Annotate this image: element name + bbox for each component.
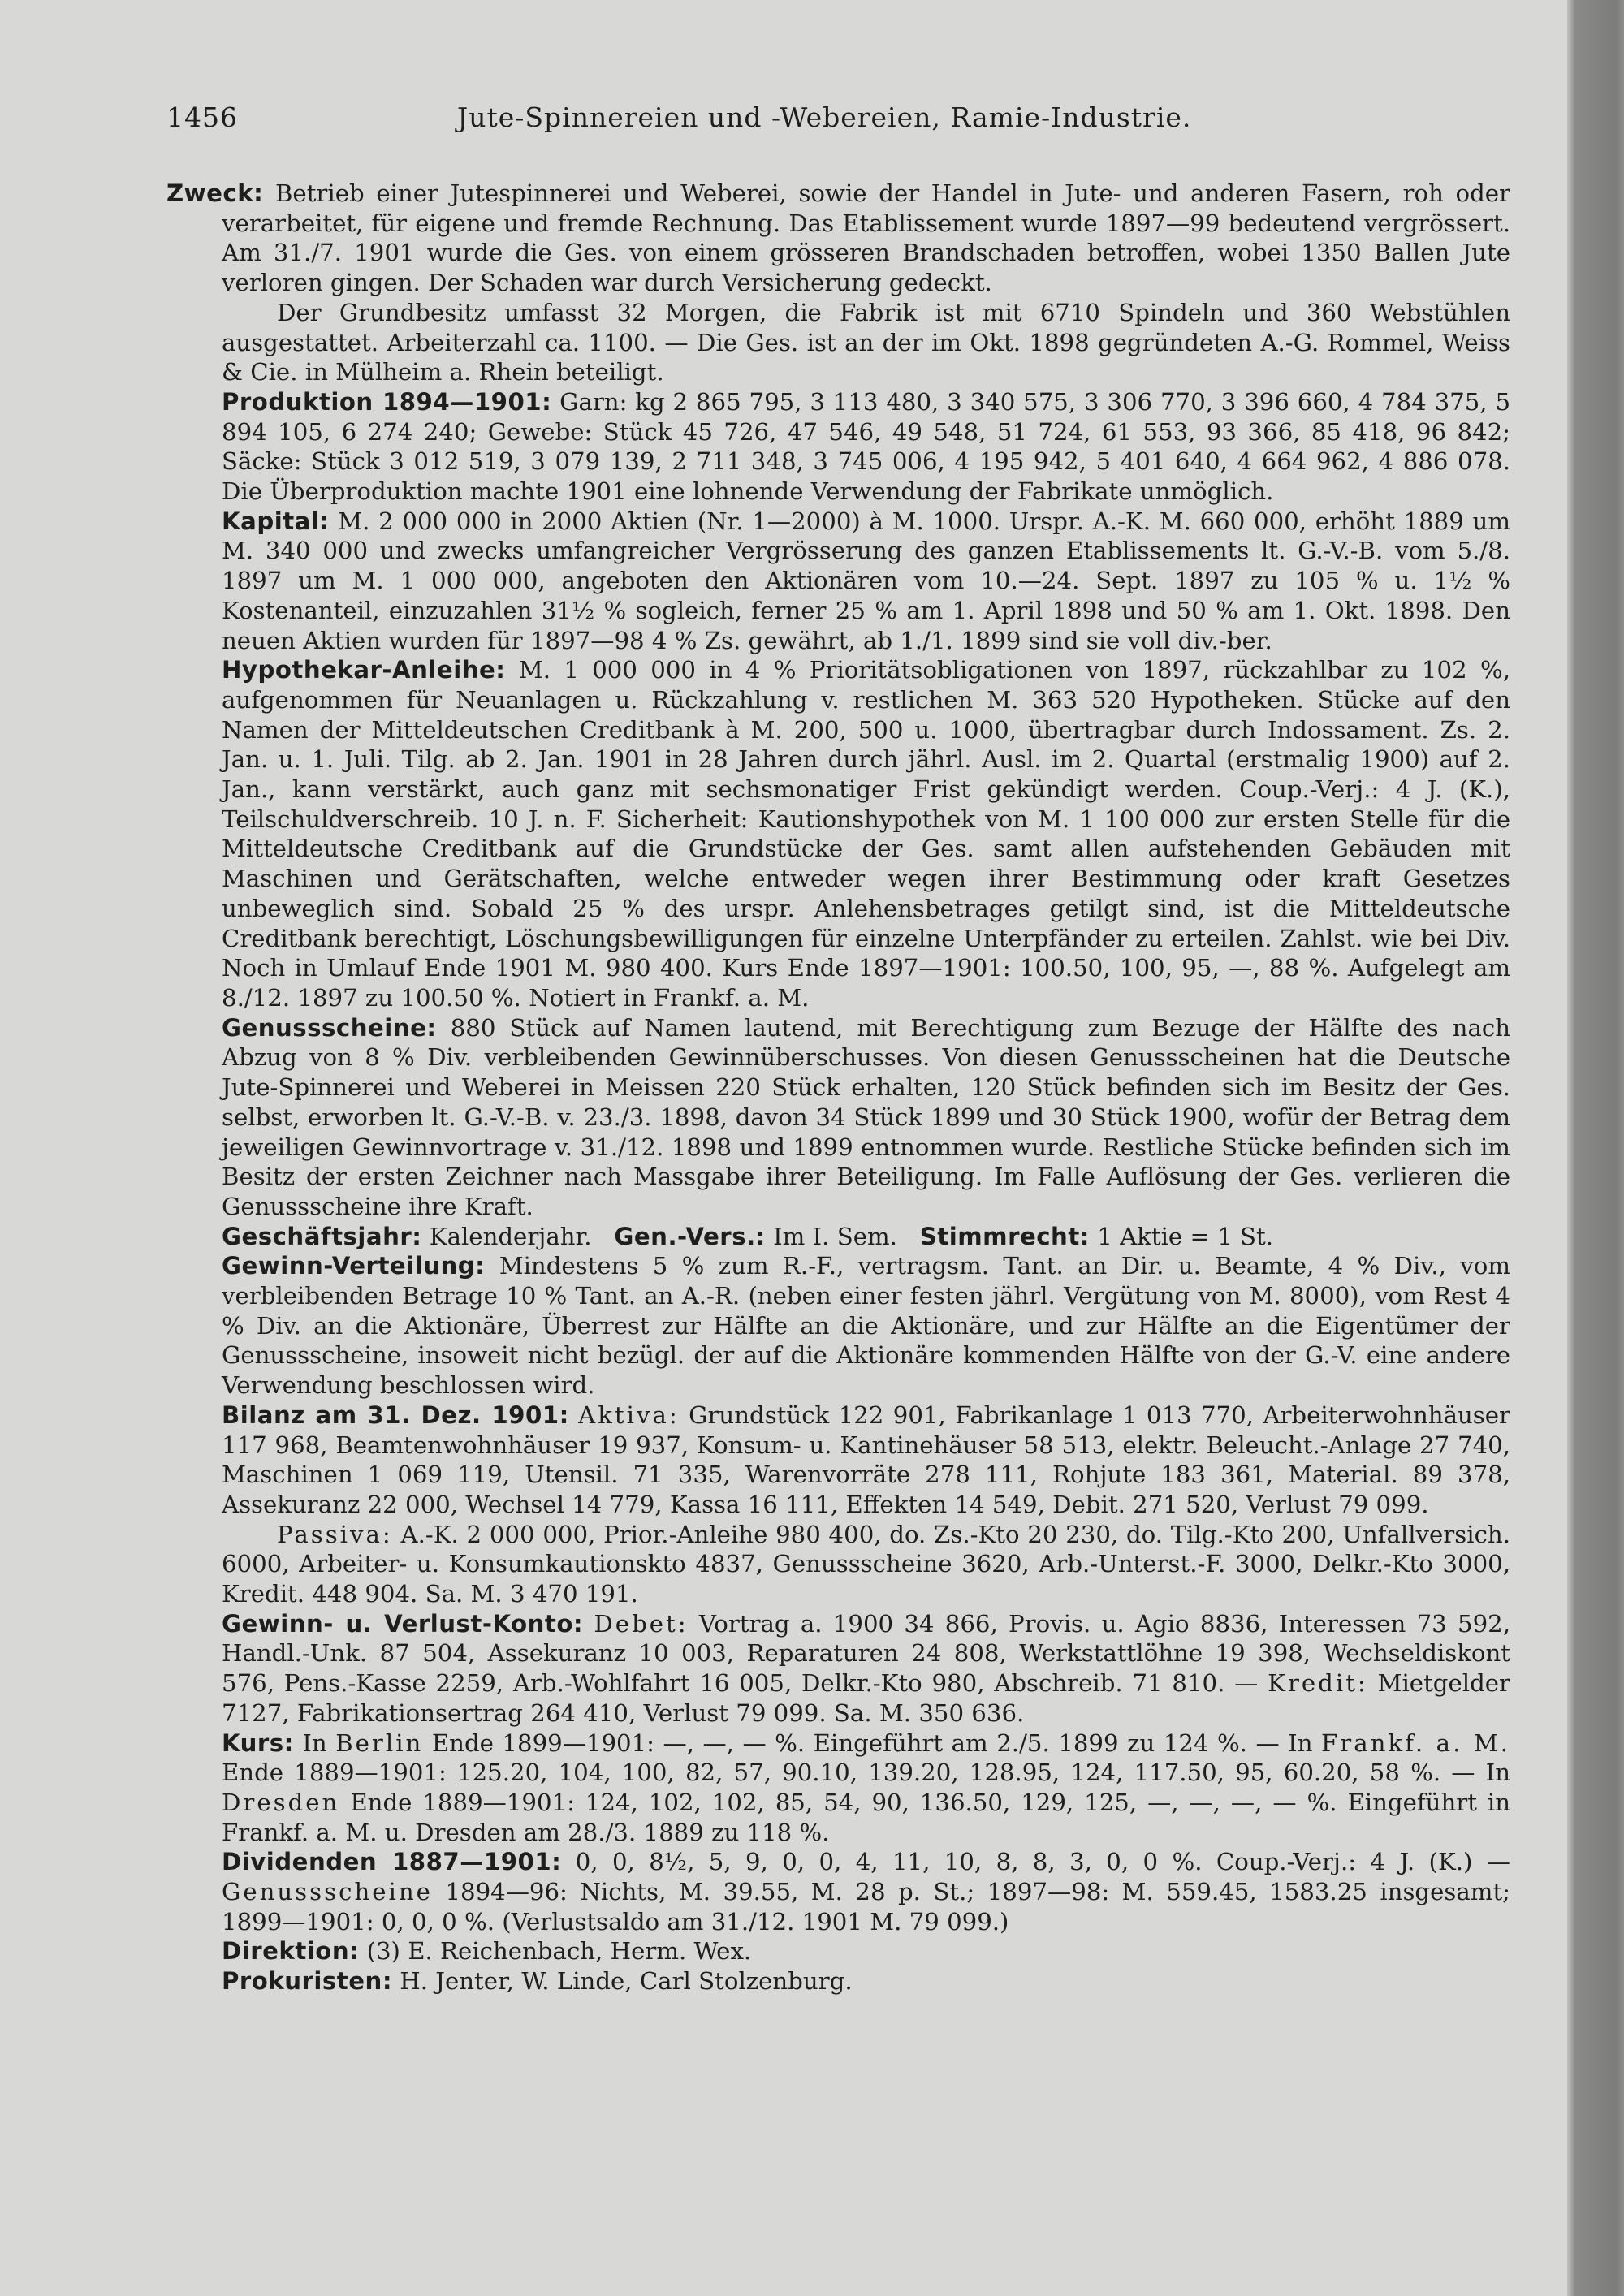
entry-geschaeftsjahr: [166, 1222, 1510, 1252]
text-passiva: A.-K. 2 000 000, Prior.-Anleihe 980 400, do. Zs.-Kto 20 230, do. Tilg.-Kto 200, Unfallversich. 6000, Arbeiter- u. Konsumkautionskto 4837, Genussscheine 3620, Arb.-Unterst.-F. 3000, Delkr.-Kto 3000, Kredit. 448 904. Sa. M. 3 470 191.: [222, 1520, 1510, 1608]
text-direktion: (3) E. Reichenbach, Herm. Wex.: [366, 1937, 752, 1966]
text-kurs-in: In: [302, 1728, 327, 1757]
entry-dividenden: [166, 1847, 1510, 1936]
text-geschaeftsjahr: Kalenderjahr.: [429, 1222, 592, 1250]
article-body: [166, 179, 1510, 1996]
label-gewinn-verteilung: Gewinn-Verteilung:: [222, 1252, 486, 1280]
entry-prokuristen: [166, 1966, 1510, 1996]
label-gen-vers: Gen.-Vers.:: [614, 1222, 766, 1250]
label-stimmrecht: Stimmrecht:: [919, 1222, 1090, 1250]
text-stimmrecht: 1 Aktie = 1 St.: [1097, 1222, 1274, 1250]
label-geschaeftsjahr: Geschäftsjahr:: [222, 1222, 422, 1250]
paragraph-passiva: [166, 1520, 1510, 1609]
label-bilanz: Bilanz am 31. Dez. 1901:: [222, 1400, 569, 1429]
entry-bilanz: [166, 1400, 1510, 1520]
label-zweck: Zweck:: [166, 179, 264, 207]
text-gen-vers: Im I. Sem.: [773, 1222, 897, 1250]
text-genussscheine: 880 Stück auf Namen lautend, mit Berechtigung zum Bezuge der Hälfte des nach Abzug von 8 % Div. verbleibenden Gewinnüberschusses. Von diesen Genussscheinen hat die Deutsche Jute-Spinnerei und Weberei in Meissen 220 Stück erhalten, 120 Stück befinden sich im Besitz der Ges. selbst, erworben lt. G.-V.-B. v. 23./3. 1898, davon 34 Stück 1899 und 30 Stück 1900, wofür der Betrag dem jeweiligen Gewinnvortrage v. 31./12. 1898 und 1899 entnommen wurde. Restliche Stücke befinden sich im Besitz der ersten Zeichner nach Massgabe ihrer Beteiligung. Im Falle Auflösung der Ges. verlieren die Genussscheine ihre Kraft.: [222, 1013, 1511, 1220]
label-kurs-frankfurt: Frankf. a. M.: [1321, 1728, 1511, 1757]
label-kredit: Kredit:: [1268, 1669, 1368, 1698]
text-kurs-dresden: Ende 1889—1901: 124, 102, 102, 85, 54, 90, 136.50, 129, 125, —, —, —, — %. Eingeführt in Frankf. a. M. u. Dresden am 28./3. 1889 zu 118 %.: [222, 1788, 1511, 1846]
text-kredit: Mietgelder 7127, Fabrikationsertrag 264 410, Verlust 79 099. Sa. M. 350 636.: [222, 1669, 1511, 1727]
label-gewinn-verlust-konto: Gewinn- u. Verlust-Konto:: [222, 1609, 584, 1638]
text-aktiva: Grundstück 122 901, Fabrikanlage 1 013 770, Arbeiterwohnhäuser 117 968, Beamtenwohnhäuser 19 937, Konsum- u. Kantinehäuser 58 513, elektr. Beleucht.-Anlage 27 740, Maschinen 1 069 119, Utensil. 71 335, Warenvorräte 278 111, Rohjute 183 361, Material. 89 378, Assekuranz 22 000, Wechsel 14 779, Kassa 16 111, Effekten 14 549, Debit. 271 520, Verlust 79 099.: [222, 1400, 1510, 1518]
label-kurs: Kurs:: [222, 1728, 294, 1757]
text-debet: Vortrag a. 1900 34 866, Provis. u. Agio 8836, Interessen 73 592, Handl.-Unk. 87 504, Assekuranz 10 003, Reparaturen 24 808, Werkstattlöhne 19 398, Wechseldiskont 576, Pens.-Kasse 2259, Arb.-Wohlfahrt 16 005, Delkr.-Kto 980, Abschreib. 71 810. —: [222, 1609, 1510, 1698]
text-kurs-frankfurt: Ende 1889—1901: 125.20, 104, 100, 82, 57, 90.10, 139.20, 128.95, 124, 117.50, 95, 60.20, 58 %. — In: [222, 1759, 1510, 1787]
page-number: 1456: [166, 101, 238, 133]
label-aktiva: Aktiva:: [578, 1400, 680, 1429]
text-kapital: M. 2 000 000 in 2000 Aktien (Nr. 1—2000) à M. 1000. Urspr. A.-K. M. 660 000, erhöht 1889 um M. 340 000 und zwecks umfangreicher Vergrösserung des ganzen Etablissements lt. G.-V.-B. vom 5./8. 1897 um M. 1 000 000, angeboten den Aktionären vom 10.—24. Sept. 1897 zu 105 % u. 1½ % Kostenanteil, einzuzahlen 31½ % sogleich, ferner 25 % am 1. April 1898 und 50 % am 1. Okt. 1898. Den neuen Aktien wurden für 1897—98 4 % Zs. gewährt, ab 1./1. 1899 sind sie voll div.-ber.: [222, 507, 1510, 654]
label-kapital: Kapital:: [222, 507, 330, 535]
page-header: [166, 101, 1514, 137]
entry-produktion: [166, 387, 1510, 507]
text-grundbesitz: Der Grundbesitz umfasst 32 Morgen, die Fabrik ist mit 6710 Spindeln und 360 Webstühlen ausgestattet. Arbeiterzahl ca. 1100. — Die Ges. ist an der im Okt. 1898 gegründeten A.-G. Rommel, Weiss & Cie. in Mülheim a. Rhein beteiligt.: [222, 298, 1510, 386]
text-produktion: Garn: kg 2 865 795, 3 113 480, 3 340 575, 3 306 770, 3 396 660, 4 784 375, 5 894 105, 6 274 240; Gewebe: Stück 45 726, 47 546, 49 548, 51 724, 61 553, 93 366, 85 418, 96 842; Säcke: Stück 3 012 519, 3 079 139, 2 711 348, 3 745 006, 4 195 942, 5 401 640, 4 664 962, 4 886 078. Die Überproduktion machte 1901 eine lohnende Verwendung der Fabrikate unmöglich.: [222, 387, 1511, 506]
label-genussscheine: Genussscheine:: [222, 1013, 437, 1042]
label-produktion: Produktion 1894—1901:: [222, 387, 552, 416]
label-dividenden-genussscheine: Genussscheine: [222, 1878, 433, 1906]
label-hypothekar-anleihe: Hypothekar-Anleihe:: [222, 656, 506, 684]
text-kurs-berlin: Ende 1899—1901: —, —, — %. Eingeführt am 2./5. 1899 zu 124 %. — In: [431, 1728, 1313, 1757]
text-dividenden: 0, 0, 8½, 5, 9, 0, 0, 4, 11, 10, 8, 8, 3, 0, 0 %. Coup.-Verj.: 4 J. (K.) —: [575, 1848, 1510, 1876]
label-passiva: Passiva:: [277, 1520, 393, 1548]
label-dividenden: Dividenden 1887—1901:: [222, 1848, 562, 1876]
entry-genussscheine: [166, 1013, 1510, 1222]
entry-gewinn-verteilung: [166, 1251, 1510, 1400]
entry-kurs: [166, 1728, 1510, 1848]
text-prokuristen: H. Jenter, W. Linde, Carl Stolzenburg.: [400, 1967, 853, 1996]
label-prokuristen: Prokuristen:: [222, 1967, 392, 1996]
text-gewinn-verteilung: Mindestens 5 % zum R.-F., vertragsm. Tant. an Dir. u. Beamte, 4 % Div., vom verbleibenden Betrage 10 % Tant. an A.-R. (neben einer festen jährl. Vergütung von M. 8000), vom Rest 4 % Div. an die Aktionäre, Überrest zur Hälfte an die Aktionäre, und zur Hälfte an die Eigentümer der Genussscheine, insoweit nicht bezügl. der auf die Aktionäre kommenden Hälfte von der G.-V. eine andere Verwendung beschlossen wird.: [222, 1252, 1510, 1400]
entry-hypothekar-anleihe: [166, 655, 1510, 1012]
page-edge-shadow: [1567, 0, 1624, 2296]
paragraph-grundbesitz: [166, 298, 1510, 387]
entry-direktion: [166, 1936, 1510, 1966]
running-title: Jute-Spinnereien und -Webereien, Ramie-Industrie.: [457, 101, 1192, 133]
text-hypothekar-anleihe: M. 1 000 000 in 4 % Prioritätsobligationen von 1897, rückzahlbar zu 102 %, aufgenommen für Neuanlagen u. Rückzahlung v. restlichen M. 363 520 Hypotheken. Stücke auf den Namen der Mitteldeutschen Creditbank à M. 200, 500 u. 1000, übertragbar durch Indossament. Zs. 2. Jan. u. 1. Juli. Tilg. ab 2. Jan. 1901 in 28 Jahren durch jährl. Ausl. im 2. Quartal (erstmalig 1900) auf 2. Jan., kann verstärkt, auch ganz mit sechsmonatiger Frist gekündigt werden. Coup.-Verj.: 4 J. (K.), Teilschuldverschreib. 10 J. n. F. Sicherheit: Kautionshypothek von M. 1 100 000 zur ersten Stelle für die Mitteldeutsche Creditbank auf die Grundstücke der Ges. samt allen aufstehenden Gebäuden mit Maschinen und Gerätschaften, welche entweder wegen ihrer Bestimmung oder kraft Gesetzes unbeweglich sind. Sobald 25 % des urspr. Anlehensbetrages getilgt sind, ist die Mitteldeutsche Creditbank berechtigt, Löschungsbewilligungen für einzelne Unterpfänder zu erteilen. Zahlst. wie bei Div. Noch in Umlauf Ende 1901 M. 980 400. Kurs Ende 1897—1901: 100.50, 100, 95, —, 88 %. Aufgelegt am 8./12. 1897 zu 100.50 %. Notiert in Frankf. a. M.: [222, 656, 1510, 1012]
label-direktion: Direktion:: [222, 1937, 360, 1966]
label-debet: Debet:: [594, 1609, 689, 1638]
entry-kapital: [166, 507, 1510, 656]
text-zweck: Betrieb einer Jutespinnerei und Weberei, sowie der Handel in Jute- und anderen Fasern, roh oder verarbeitet, für eigene und fremde Rechnung. Das Etablissement wurde 1897—99 bedeutend vergrössert. Am 31./7. 1901 wurde die Ges. von einem grösseren Brandschaden betroffen, wobei 1350 Ballen Jute verloren gingen. Der Schaden war durch Versicherung gedeckt.: [222, 179, 1510, 297]
entry-zweck: [166, 179, 1510, 298]
label-kurs-dresden: Dresden: [222, 1788, 340, 1816]
entry-gewinn-verlust-konto: [166, 1609, 1510, 1728]
label-kurs-berlin: Berlin: [335, 1728, 424, 1757]
text-dividenden-genussscheine: 1894—96: Nichts, M. 39.55, M. 28 p. St.; 1897—98: M. 559.45, 1583.25 insgesamt; 1899—1901: 0, 0, 0 %. (Verlustsaldo am 31./12. 1901 M. 79 099.): [222, 1878, 1511, 1936]
